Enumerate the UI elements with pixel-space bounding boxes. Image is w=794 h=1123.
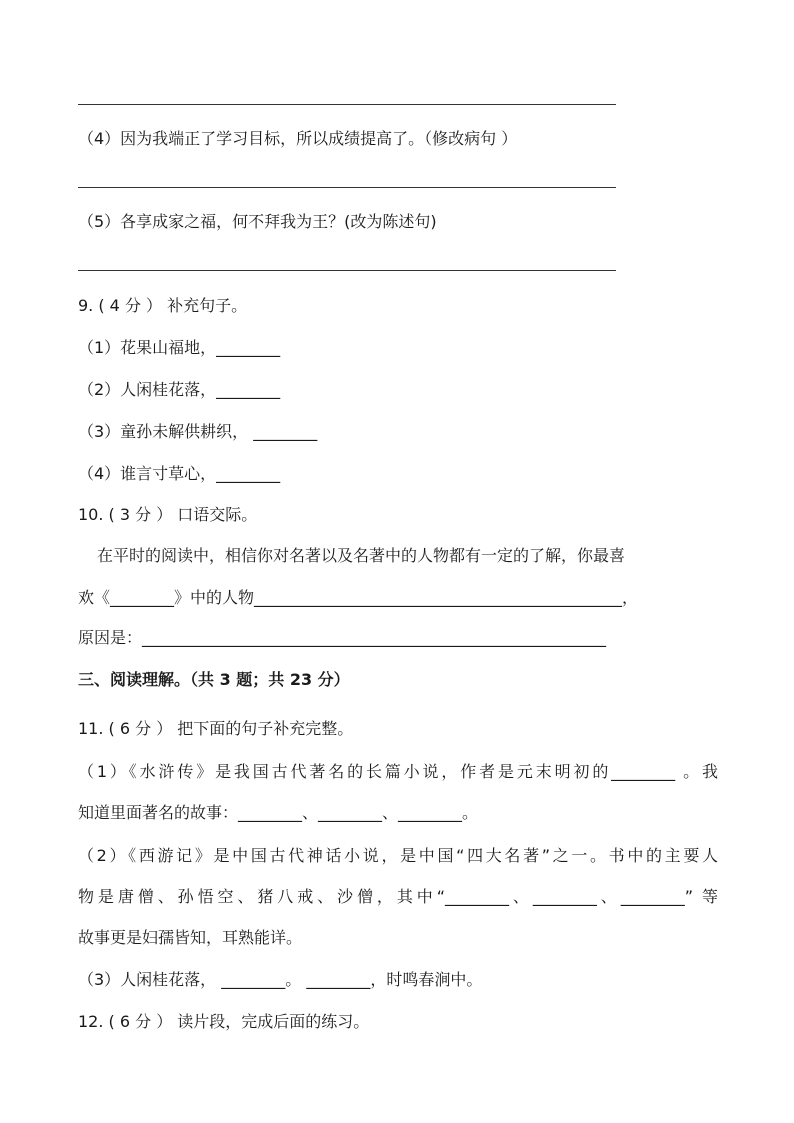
- answer-line: [78, 270, 616, 271]
- q11-item-2-line-1: （2）《西游记》是中国古代神话小说，是中国“四大名著”之一。书中的主要人: [78, 846, 718, 865]
- q10-paragraph-line-3: 原因是：__________________________________________________________: [78, 628, 607, 647]
- q9-item-3: （3）童孙未解供耕织， ________: [78, 422, 318, 441]
- q9-item-1: （1）花果山福地，________: [78, 338, 281, 357]
- q9-title: 9. ( 4 分 ） 补充句子。: [78, 296, 248, 315]
- q11-item-3: （3）人闲桂花落， ________。 ________，时鸣春涧中。: [78, 970, 483, 989]
- q11-item-1-line-1: （1）《水浒传》是我国古代著名的长篇小说，作者是元末明初的________ 。我: [78, 762, 718, 781]
- q11-item-2-line-3: 故事更是妇孺皆知，耳熟能详。: [78, 928, 303, 947]
- q8-item-4: （4）因为我端正了学习目标，所以成绩提高了。（修改病句 ）: [78, 129, 518, 148]
- q10-title: 10. ( 3 分 ） 口语交际。: [78, 505, 258, 524]
- answer-line: [78, 187, 616, 188]
- q11-item-2-line-2: 物是唐僧、孙悟空、猪八戒、沙僧，其中“________、________、________” 等: [78, 887, 718, 906]
- q9-item-2: （2）人闲桂花落，________: [78, 380, 281, 399]
- q10-paragraph-line-2: 欢《________》中的人物______________________________________________，: [78, 588, 639, 607]
- q11-item-1-line-2: 知道里面著名的故事：________、________、________。: [78, 803, 479, 822]
- answer-line: [78, 104, 616, 105]
- q11-title: 11. ( 6 分 ） 把下面的句子补充完整。: [78, 719, 354, 738]
- q10-paragraph-line-1: 在平时的阅读中，相信你对名著以及名著中的人物都有一定的了解，你最喜: [97, 546, 626, 565]
- q8-item-5: （5）各享成家之福，何不拜我为王？(改为陈述句): [78, 212, 437, 231]
- q12-title: 12. ( 6 分 ） 读片段，完成后面的练习。: [78, 1012, 370, 1031]
- section-3-title: 三、阅读理解。（共 3 题；共 23 分）: [78, 670, 350, 689]
- q9-item-4: （4）谁言寸草心，________: [78, 464, 281, 483]
